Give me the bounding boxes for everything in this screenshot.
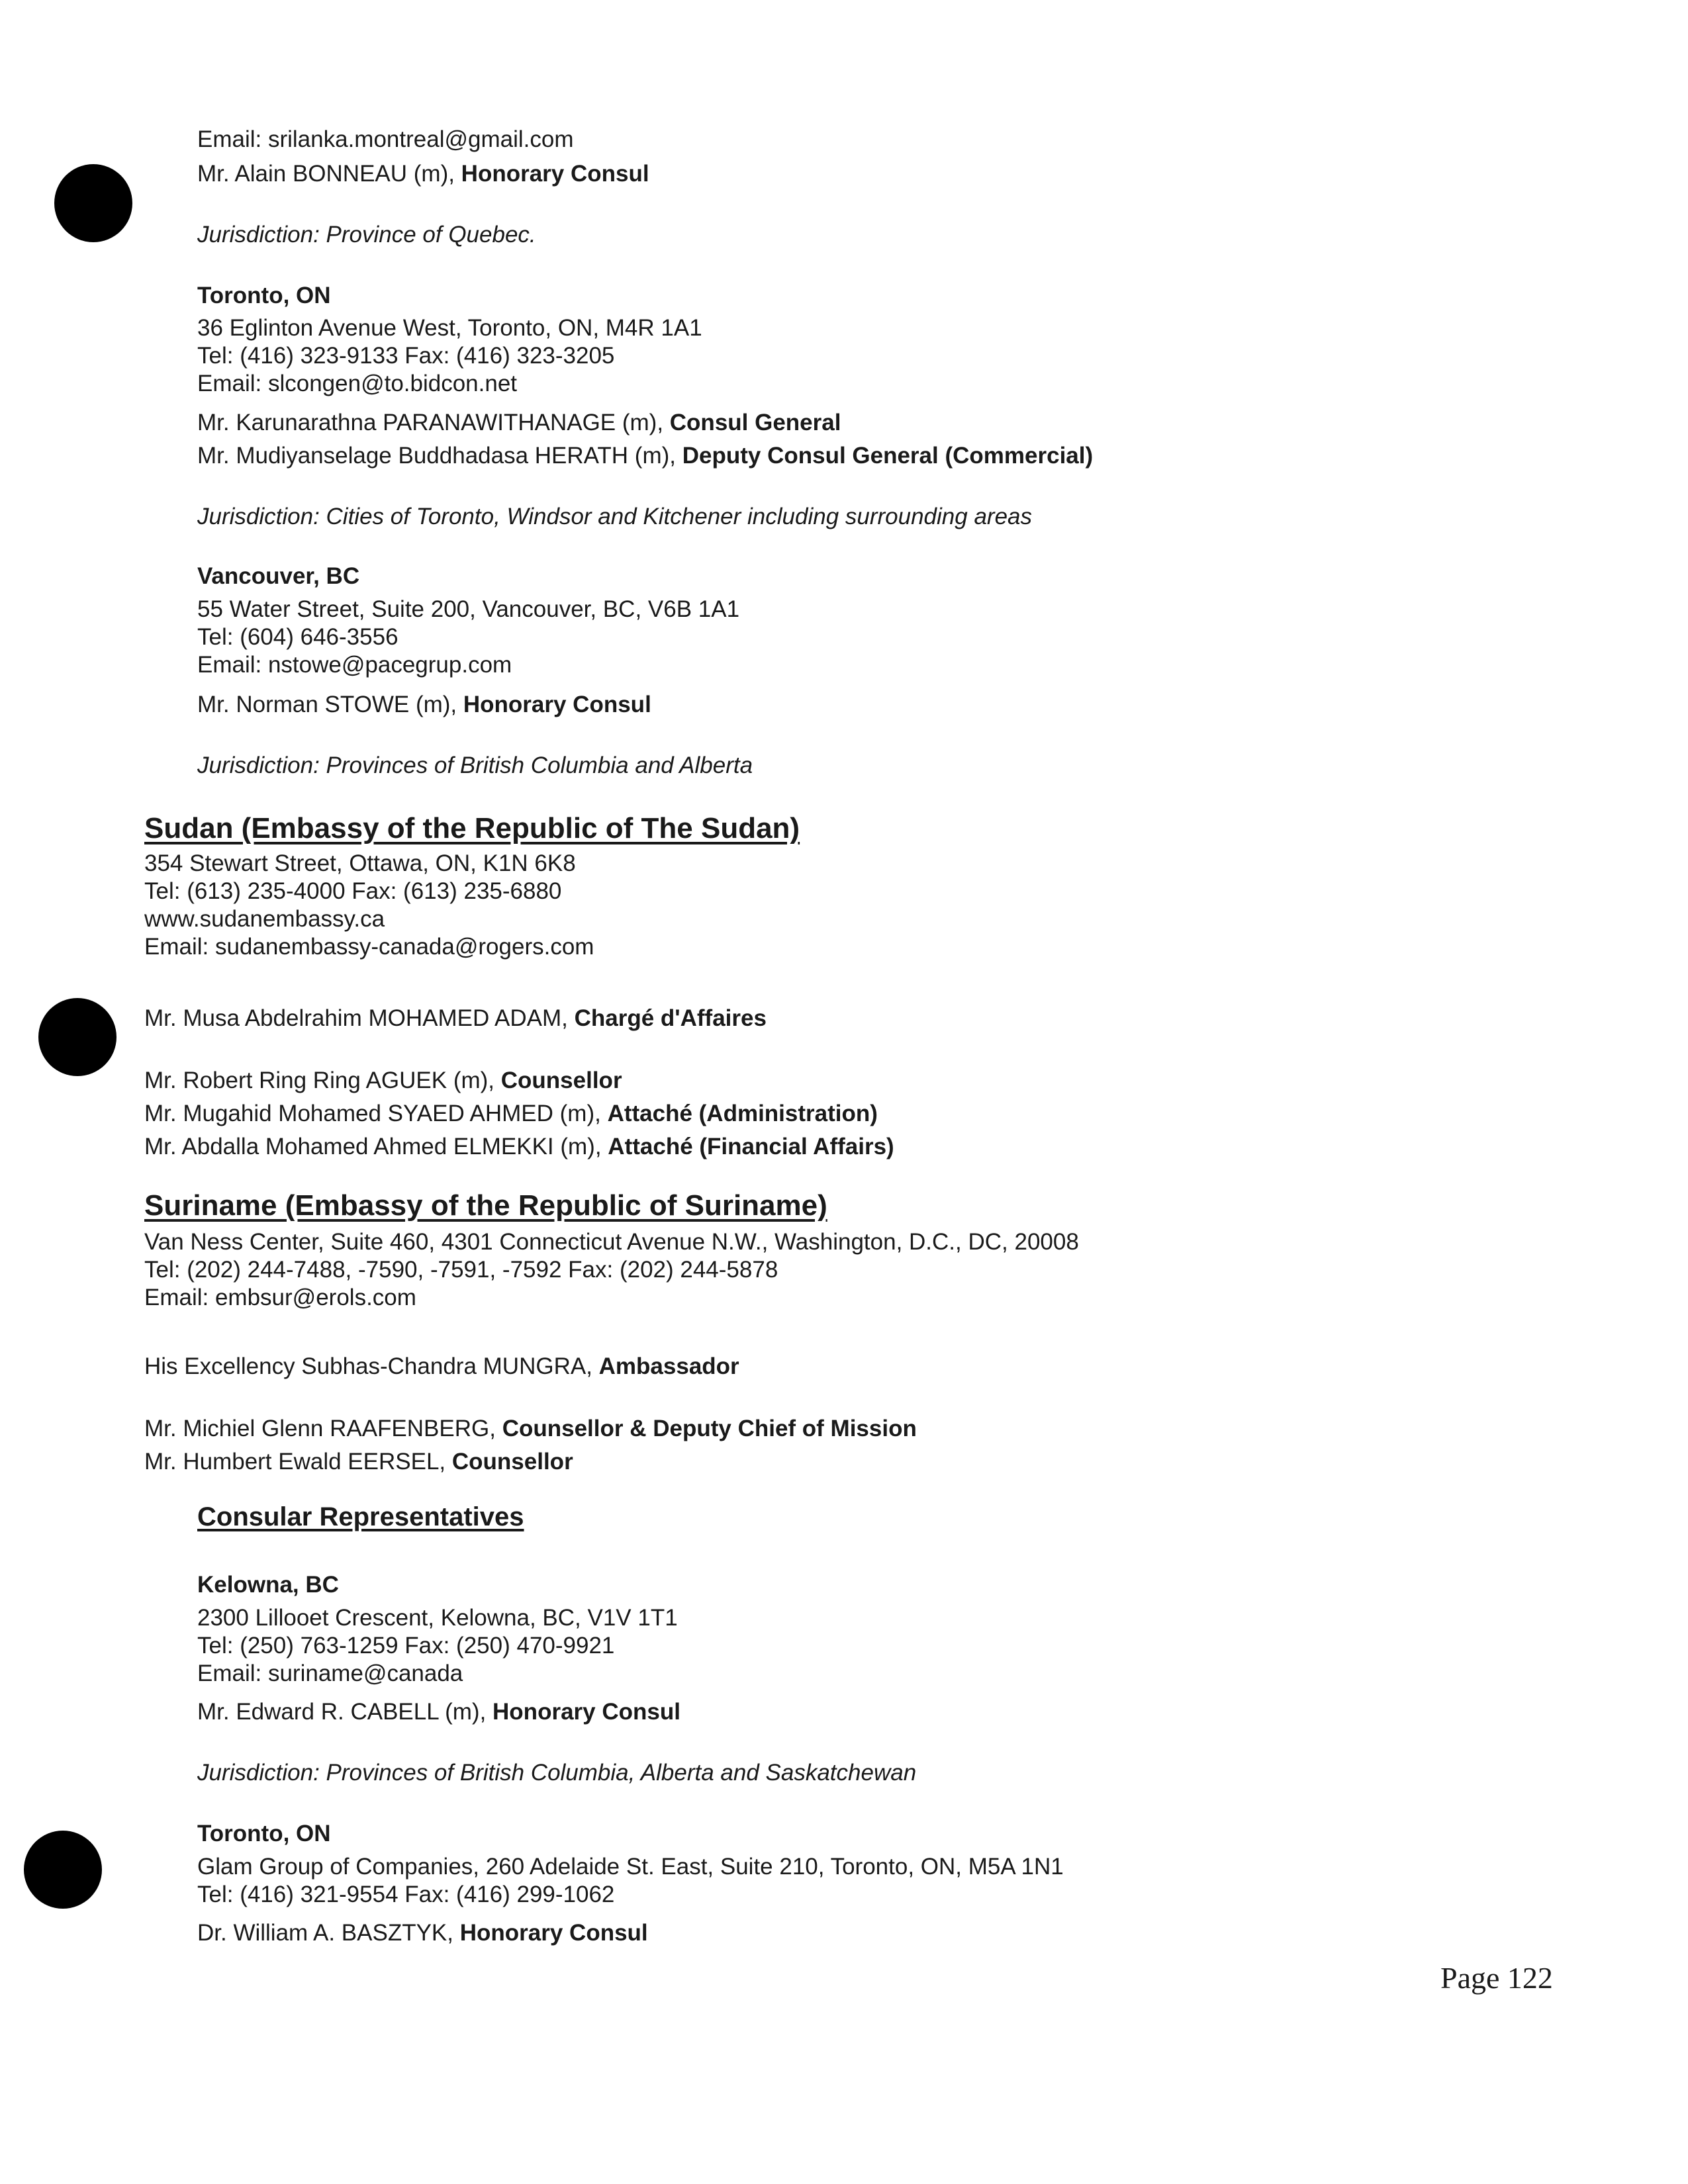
contact-name: Mr. Humbert Ewald EERSEL,	[144, 1449, 452, 1475]
suriname-email: Email: embsur@erols.com	[144, 1285, 416, 1310]
vancouver-jurisdiction: Jurisdiction: Provinces of British Columbia and Alberta	[197, 752, 753, 778]
contact-name: Mr. Musa Abdelrahim MOHAMED ADAM,	[144, 1005, 575, 1031]
kelowna-email: Email: suriname@canada	[197, 1661, 463, 1686]
contact-title: Honorary Consul	[463, 692, 651, 717]
contact-name: Mr. Robert Ring Ring AGUEK (m),	[144, 1068, 501, 1093]
kelowna-address: 2300 Lillooet Crescent, Kelowna, BC, V1V 1T1	[197, 1605, 678, 1631]
sudan-tel: Tel: (613) 235-4000 Fax: (613) 235-6880	[144, 878, 562, 904]
contact-name: Mr. Edward R. CABELL (m),	[197, 1699, 493, 1725]
contact-name: Mr. Mudiyanselage Buddhadasa HERATH (m),	[197, 443, 682, 469]
sudan-email: Email: sudanembassy-canada@rogers.com	[144, 934, 594, 960]
montreal-jurisdiction: Jurisdiction: Province of Quebec.	[197, 222, 536, 248]
suriname-toronto-city-heading: Toronto, ON	[197, 1821, 331, 1846]
toronto-contact	[197, 409, 841, 437]
sudan-head-of-mission	[144, 1005, 767, 1032]
kelowna-city-heading: Kelowna, BC	[197, 1572, 339, 1598]
suriname-ambassador	[144, 1353, 739, 1381]
toronto-contact	[197, 442, 1093, 470]
punch-hole-bottom	[24, 1831, 102, 1909]
suriname-staff	[144, 1415, 917, 1443]
toronto-tel: Tel: (416) 323-9133 Fax: (416) 323-3205	[197, 343, 615, 369]
contact-title: Deputy Consul General (Commercial)	[682, 443, 1094, 469]
vancouver-address: 55 Water Street, Suite 200, Vancouver, BC, V6B 1A1	[197, 596, 740, 622]
consular-representatives-heading: Consular Representatives	[197, 1502, 524, 1531]
suriname-address: Van Ness Center, Suite 460, 4301 Connecticut Avenue N.W., Washington, D.C., DC, 20008	[144, 1229, 1079, 1255]
toronto-jurisdiction: Jurisdiction: Cities of Toronto, Windsor and Kitchener including surrounding areas	[197, 504, 1033, 529]
toronto-city-heading: Toronto, ON	[197, 283, 331, 308]
toronto-email: Email: slcongen@to.bidcon.net	[197, 371, 518, 396]
contact-title: Honorary Consul	[459, 1920, 648, 1946]
contact-title: Consul General	[669, 410, 841, 435]
contact-title: Ambassador	[598, 1353, 739, 1379]
kelowna-jurisdiction: Jurisdiction: Provinces of British Columbia, Alberta and Saskatchewan	[197, 1760, 917, 1786]
contact-name: Dr. William A. BASZTYK,	[197, 1920, 460, 1946]
vancouver-tel: Tel: (604) 646-3556	[197, 624, 399, 650]
sudan-website: www.sudanembassy.ca	[144, 906, 385, 932]
sudan-staff	[144, 1133, 894, 1161]
contact-title: Counsellor	[500, 1068, 622, 1093]
contact-title: Counsellor	[451, 1449, 573, 1475]
vancouver-email: Email: nstowe@pacegrup.com	[197, 652, 512, 678]
suriname-toronto-tel: Tel: (416) 321-9554 Fax: (416) 299-1062	[197, 1882, 615, 1907]
vancouver-city-heading: Vancouver, BC	[197, 563, 360, 589]
suriname-tel: Tel: (202) 244-7488, -7590, -7591, -7592 Fax: (202) 244-5878	[144, 1257, 778, 1283]
sudan-staff	[144, 1067, 622, 1095]
contact-title: Counsellor & Deputy Chief of Mission	[502, 1416, 917, 1441]
vancouver-contact	[197, 691, 651, 719]
sudan-staff	[144, 1100, 878, 1128]
suriname-toronto-address: Glam Group of Companies, 260 Adelaide St. East, Suite 210, Toronto, ON, M5A 1N1	[197, 1854, 1064, 1880]
suriname-toronto-contact	[197, 1919, 648, 1947]
page-number: Page 122	[1440, 1961, 1553, 1995]
toronto-address: 36 Eglinton Avenue West, Toronto, ON, M4R 1A1	[197, 315, 702, 341]
contact-title: Honorary Consul	[492, 1699, 680, 1725]
contact-title: Attaché (Administration)	[607, 1101, 878, 1126]
contact-name: Mr. Abdalla Mohamed Ahmed ELMEKKI (m),	[144, 1134, 608, 1160]
contact-name: Mr. Alain BONNEAU (m),	[197, 161, 461, 187]
suriname-heading: Suriname (Embassy of the Republic of Suriname)	[144, 1189, 827, 1222]
contact-name: Mr. Michiel Glenn RAAFENBERG,	[144, 1416, 502, 1441]
contact-name: Mr. Mugahid Mohamed SYAED AHMED (m),	[144, 1101, 608, 1126]
montreal-email: Email: srilanka.montreal@gmail.com	[197, 126, 574, 152]
kelowna-contact	[197, 1698, 680, 1726]
contact-title: Honorary Consul	[461, 161, 649, 187]
contact-title: Chargé d'Affaires	[574, 1005, 767, 1031]
contact-title: Attaché (Financial Affairs)	[608, 1134, 894, 1160]
suriname-staff	[144, 1448, 573, 1476]
contact-name: His Excellency Subhas-Chandra MUNGRA,	[144, 1353, 599, 1379]
punch-hole-top	[54, 164, 132, 242]
montreal-contact	[197, 160, 649, 188]
sudan-address: 354 Stewart Street, Ottawa, ON, K1N 6K8	[144, 850, 576, 876]
contact-name: Mr. Karunarathna PARANAWITHANAGE (m),	[197, 410, 670, 435]
kelowna-tel: Tel: (250) 763-1259 Fax: (250) 470-9921	[197, 1633, 615, 1659]
punch-hole-middle	[38, 998, 117, 1076]
contact-name: Mr. Norman STOWE (m),	[197, 692, 463, 717]
sudan-heading: Sudan (Embassy of the Republic of The Sudan)	[144, 812, 800, 844]
